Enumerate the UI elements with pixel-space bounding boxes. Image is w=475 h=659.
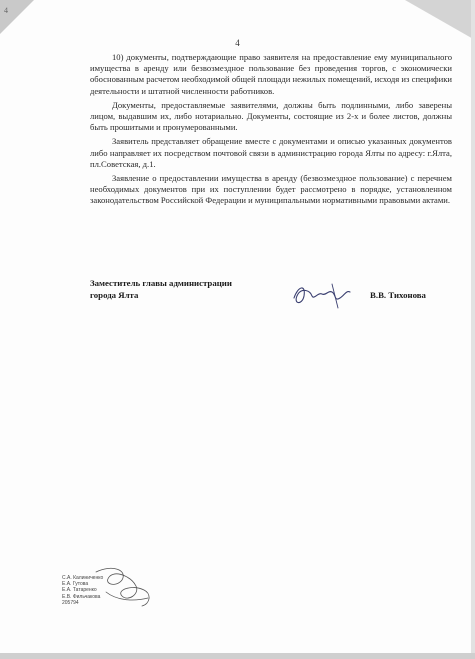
executor-phone: 205794	[62, 599, 79, 606]
scan-shadow-corner	[405, 0, 475, 40]
executor-initials-scribble	[92, 562, 170, 610]
paragraph-item-10: 10) документы, подтверждающие право заявителя на предоставление ему муниципального имущества в аренду или безвозмездное пользование без проведения торгов, с экономически обоснованным расчетом необходимой общей площади нежилых помещений, исходя из специфики деятельности и штатной численности работников.	[90, 52, 452, 96]
edge-mark: 4	[4, 6, 8, 15]
scan-edge-right	[471, 0, 475, 659]
signatory-position-line2: города Ялта	[90, 289, 139, 300]
page-number: 4	[235, 38, 240, 48]
executor-item: Е.В. Фильчакова	[62, 593, 101, 600]
executor-item: Е.А. Гутова	[62, 581, 89, 588]
scan-edge-bottom	[0, 653, 475, 659]
document-body	[90, 52, 452, 210]
executor-item: С.А. Калиниченко	[62, 575, 104, 581]
handwritten-signature	[288, 278, 360, 312]
signatory-name: В.В. Тихонова	[370, 290, 426, 300]
executor-item: Е.А. Татаренко	[62, 587, 97, 594]
signatory-position-line1: Заместитель главы администрации	[90, 278, 232, 288]
paragraph-review: Заявление о предоставлении имущества в аренду (безвозмездное пользование) с перечнем необходимых документов при их поступлении будет рассмотрено в порядке, установленном законодательством Российской Федерации и муниципальными нормативными правовыми актами.	[90, 173, 452, 206]
paragraph-submission: Заявитель представляет обращение вместе с документами и описью указанных документов либо направляет их посредством почтовой связи в администрацию города Ялты по адресу: г.Ялта, пл.Советская, д.1.	[90, 136, 452, 169]
paragraph-documents-authenticity: Документы, предоставляемые заявителями, должны быть подлинными, либо заверены лицом, выдавшим их, либо нотариально. Документы, состоящие из 2-х и более листов, должны быть прошитыми и пронумерованными.	[90, 99, 452, 133]
